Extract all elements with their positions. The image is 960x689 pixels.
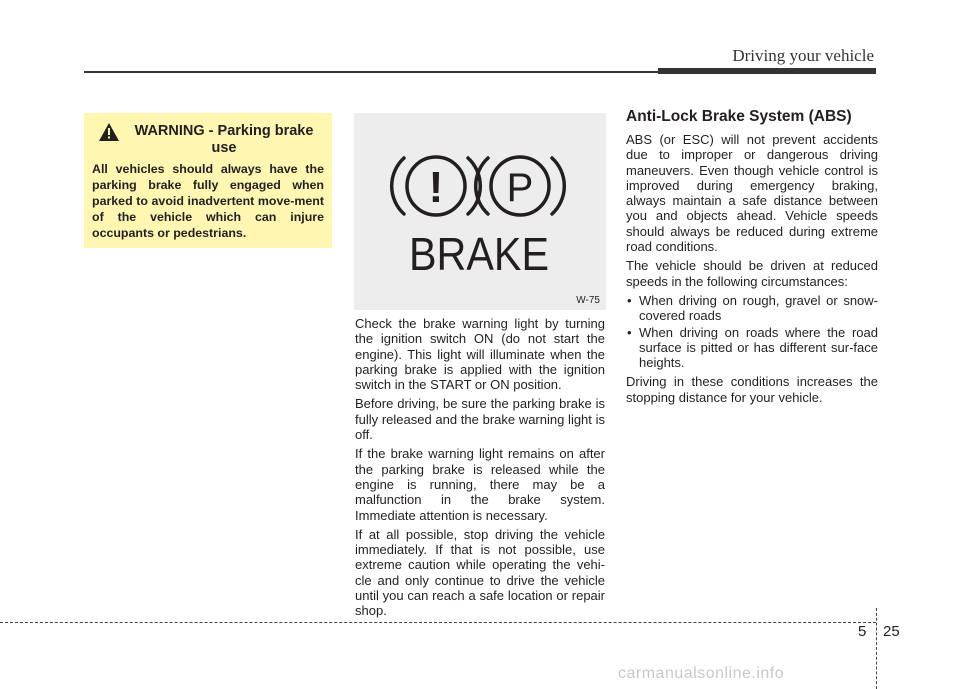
circumstance-list (626, 293, 878, 370)
paragraph: Check the brake warning light by turning the ignition switch ON (do not start the engine). This light will illuminate when the parking brake is applied with the ignition switch in the START or ON position. (355, 316, 605, 393)
paragraph: ABS (or ESC) will not prevent accidents due to improper or dangerous driving maneuvers. Even though vehicle control is improved during emergency braking, always maintain a safe distance between you and objects ahead. Vehicle speeds should always be reduced during extreme road conditions. (626, 132, 878, 255)
exclamation-mark: ! (428, 163, 444, 212)
brake-warning-light-icon (354, 113, 606, 310)
parking-letter: P (506, 166, 534, 210)
brake-label: BRAKE (409, 228, 549, 280)
footer-rule (0, 622, 876, 623)
list-item: • When driving on rough, gravel or snow-covered roads (626, 293, 878, 324)
paragraph: The vehicle should be driven at reduced speeds in the following circumstances: (626, 258, 878, 289)
section-heading: Anti-Lock Brake System (ABS) (626, 108, 852, 125)
header-rule-accent (658, 68, 876, 74)
warning-triangle-icon (98, 122, 120, 142)
page-number: 25 (883, 623, 900, 640)
figure-code: W-75 (576, 295, 600, 306)
warning-box (84, 113, 332, 248)
paragraph: If at all possible, stop driving the vehicle immediately. If that is not possible, use extreme caution while operating the vehi-cle and only continue to drive the vehicle until you can reach a safe location or repair shop. (355, 526, 605, 619)
column-abs (626, 108, 878, 409)
brake-warning-figure (354, 113, 606, 310)
paragraph: Before driving, be sure the parking brake is fully released and the brake warning light is off. (355, 396, 605, 443)
column-brake-light (355, 316, 605, 623)
warning-body: All vehicles should always have the parking brake fully engaged when parked to avoid inadvertent move-ment of the vehicle which can injure occupants or pedestrians. (92, 162, 324, 240)
paragraph: Driving in these conditions increases the stopping distance for your vehicle. (626, 374, 878, 405)
paragraph: If the brake warning light remains on after the parking brake is released while the engine is running, there may be a malfunction in the brake system. Immediate attention is necessary. (355, 446, 605, 523)
warning-title: WARNING - Parking brake use (134, 123, 314, 156)
header-section-title: Driving your vehicle (732, 46, 874, 65)
chapter-number: 5 (858, 623, 867, 640)
warning-header (92, 123, 324, 157)
list-item: • When driving on roads where the road surface is pitted or has different sur-face heights. (626, 325, 878, 371)
footer-divider (876, 608, 877, 689)
watermark: carmanualsonline.info (618, 665, 785, 682)
